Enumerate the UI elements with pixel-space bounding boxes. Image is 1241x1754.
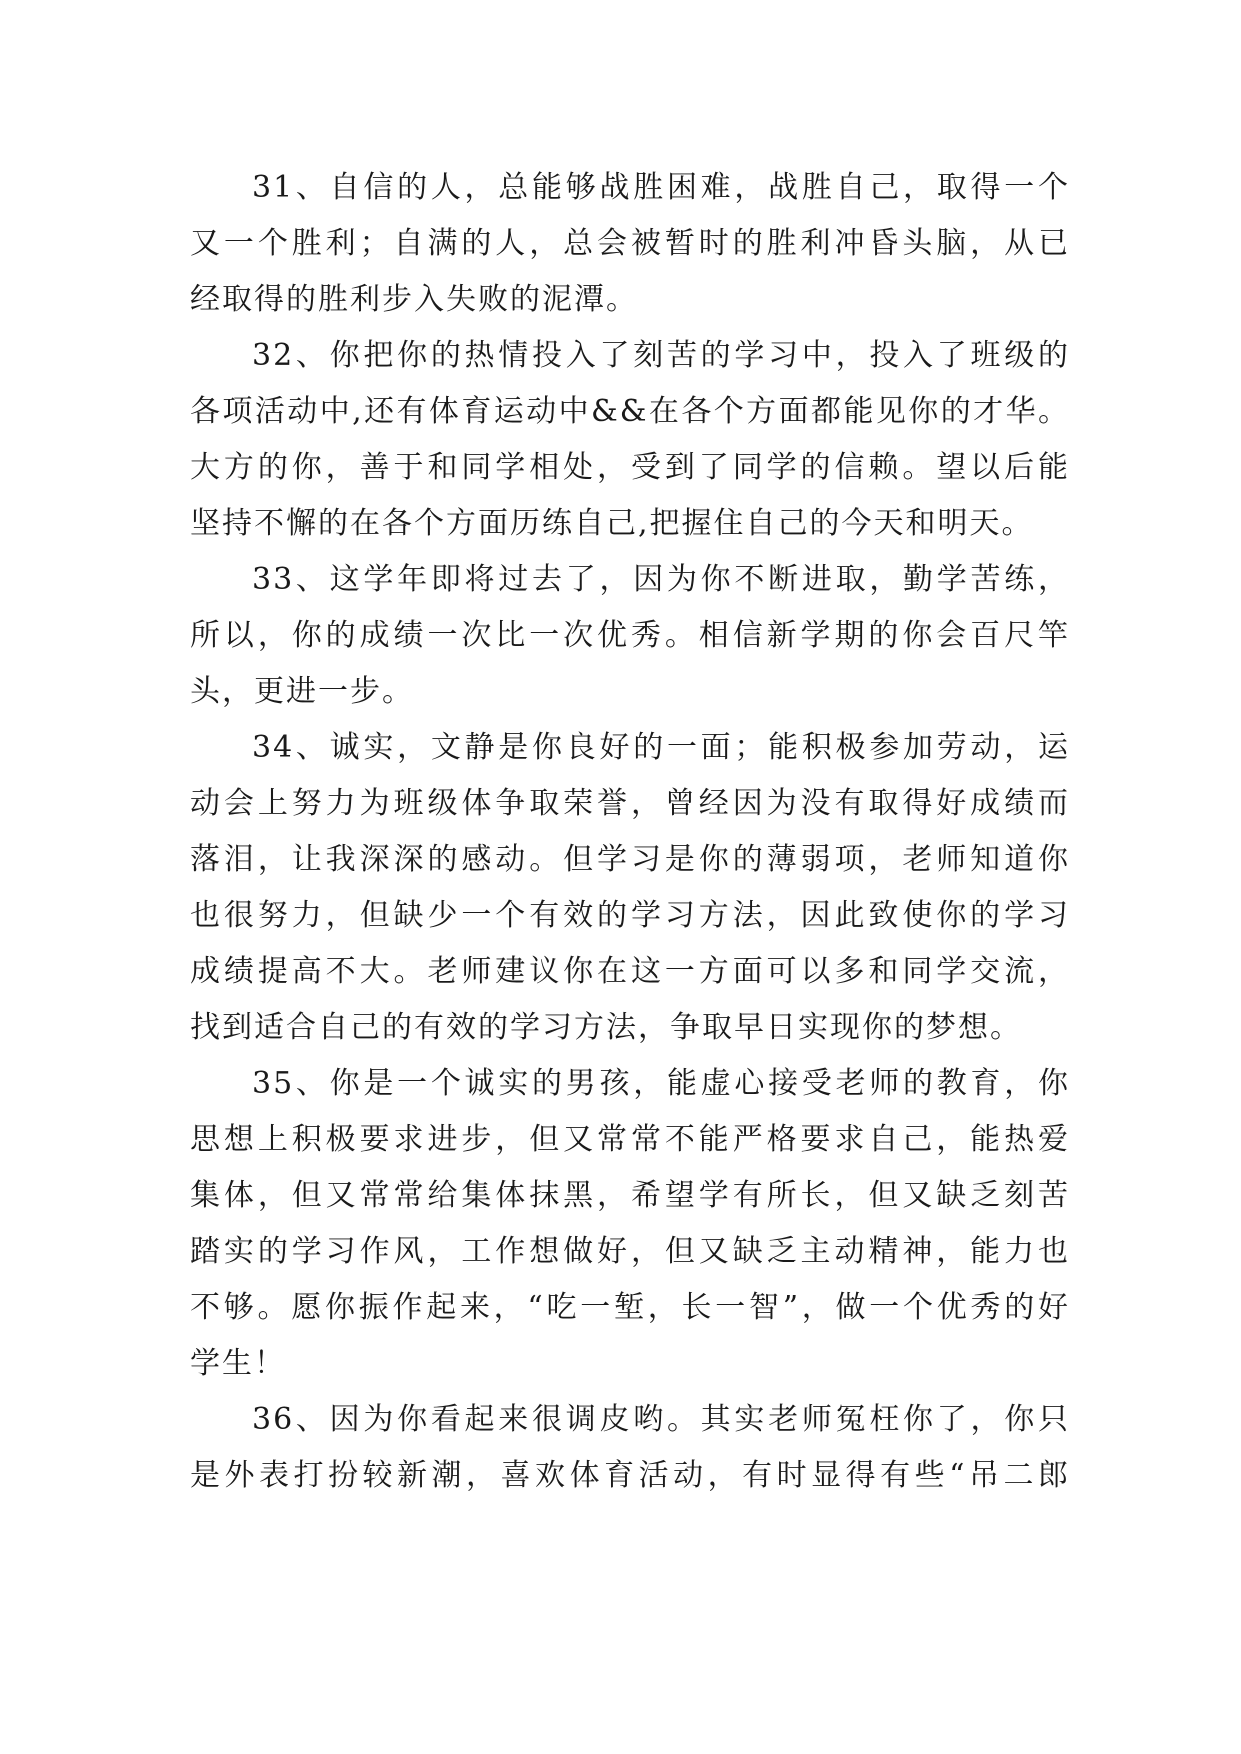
document-body: [190, 160, 1070, 1504]
paragraph-31: [190, 160, 1070, 328]
paragraph-35: [190, 1056, 1070, 1392]
text-line: 找到适合自己的有效的学习方法，争取早日实现你的梦想。: [190, 1010, 1022, 1045]
text-line: 落泪，让我深深的感动。但学习是你的薄弱项，老师知道你: [190, 842, 1070, 877]
text-line: 大方的你，善于和同学相处，受到了同学的信赖。望以后能: [190, 450, 1070, 485]
text-line: 踏实的学习作风，工作想做好，但又缺乏主动精神，能力也: [190, 1234, 1070, 1269]
text-line: 又一个胜利；自满的人，总会被暂时的胜利冲昏头脑，从已: [190, 226, 1070, 261]
text-line: 所以，你的成绩一次比一次优秀。相信新学期的你会百尺竿: [190, 618, 1070, 653]
text-line: 35、你是一个诚实的男孩，能虚心接受老师的教育，你: [252, 1066, 1070, 1101]
text-line: 36、因为你看起来很调皮哟。其实老师冤枉你了，你只: [252, 1402, 1070, 1437]
text-line: 各项活动中,还有体育运动中&&在各个方面都能见你的才华。: [190, 394, 1070, 429]
text-line: 不够。愿你振作起来，“吃一堑，长一智”，做一个优秀的好: [190, 1290, 1070, 1325]
paragraph-33: [190, 552, 1070, 720]
text-line: 31、自信的人，总能够战胜困难，战胜自己，取得一个: [252, 170, 1070, 205]
text-line: 经取得的胜利步入失败的泥潭。: [190, 282, 638, 317]
text-line: 头，更进一步。: [190, 674, 414, 709]
text-line: 成绩提高不大。老师建议你在这一方面可以多和同学交流，: [190, 954, 1070, 989]
text-line: 坚持不懈的在各个方面历练自己,把握住自己的今天和明天。: [190, 506, 1034, 541]
text-line: 是外表打扮较新潮，喜欢体育活动，有时显得有些“吊二郎: [190, 1458, 1070, 1493]
text-line: 思想上积极要求进步，但又常常不能严格要求自己，能热爱: [190, 1122, 1070, 1157]
paragraph-36: [190, 1392, 1070, 1504]
text-line: 学生！: [190, 1346, 286, 1381]
text-line: 34、诚实，文静是你良好的一面；能积极参加劳动，运: [252, 730, 1070, 765]
paragraph-34: [190, 720, 1070, 1056]
text-line: 集体，但又常常给集体抹黑，希望学有所长，但又缺乏刻苦: [190, 1178, 1070, 1213]
text-line: 32、你把你的热情投入了刻苦的学习中，投入了班级的: [252, 338, 1070, 373]
text-line: 动会上努力为班级体争取荣誉，曾经因为没有取得好成绩而: [190, 786, 1070, 821]
paragraph-32: [190, 328, 1070, 552]
text-line: 也很努力，但缺少一个有效的学习方法，因此致使你的学习: [190, 898, 1070, 933]
text-line: 33、这学年即将过去了，因为你不断进取，勤学苦练，: [252, 562, 1070, 597]
